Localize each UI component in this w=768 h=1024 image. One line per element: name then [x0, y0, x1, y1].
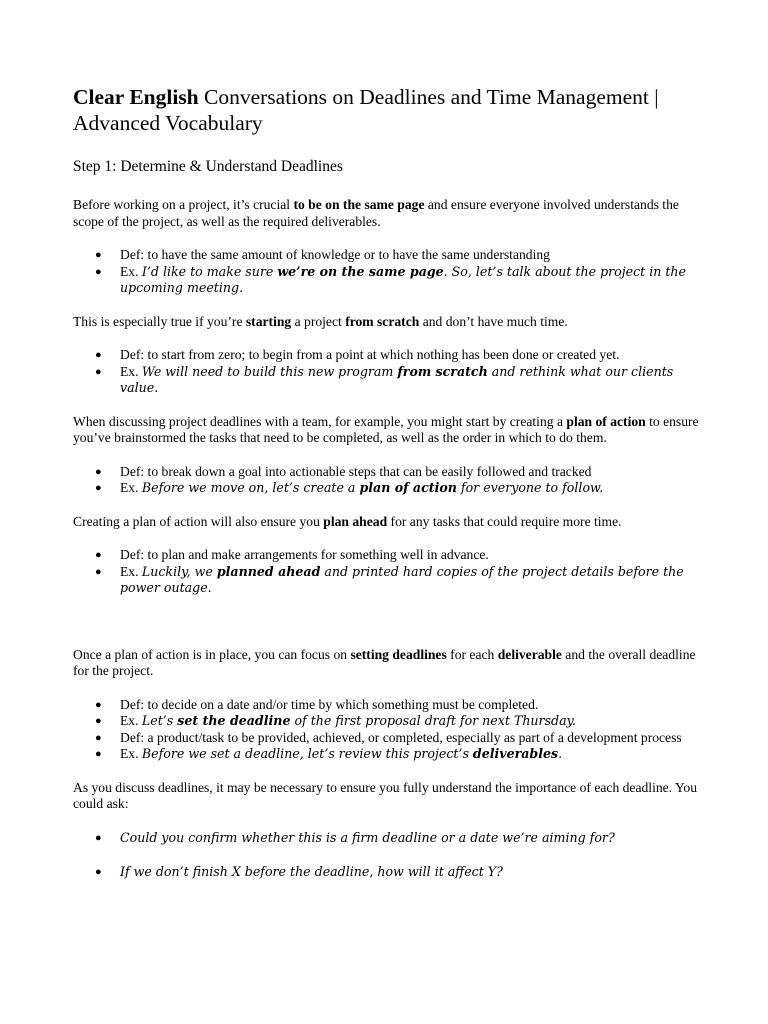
step-1-heading: Step 1: Determine & Understand Deadlines	[73, 158, 343, 175]
text: a project	[291, 313, 346, 329]
term-deliverable: deliverable	[497, 646, 562, 662]
example-text	[142, 480, 603, 495]
list-questions	[73, 830, 713, 881]
bullet-icon: ●	[95, 349, 102, 361]
document-page	[73, 84, 713, 881]
text: to ensure you’ve brainstormed the tasks that need to be completed, as well as the order in which to do them.	[73, 413, 699, 445]
text: .	[558, 746, 563, 761]
bullet-icon: ●	[95, 549, 102, 561]
example-text	[120, 264, 686, 296]
bullet-icon: ●	[95, 731, 102, 744]
bullet-icon: ●	[95, 249, 102, 261]
text: and rethink what our clients value.	[120, 363, 674, 395]
list-item-def	[73, 247, 713, 264]
text: for any tasks that could require more time.	[387, 513, 622, 529]
list-item-def	[73, 697, 713, 714]
list-item-def	[73, 347, 713, 364]
question-text: Could you confirm whether this is a firm deadline or a date we’re aiming for?	[120, 829, 615, 845]
list-item-example	[73, 713, 713, 730]
text: . So, let’s talk about the project in the upcoming meeting.	[120, 263, 686, 295]
bullet-icon: ●	[95, 482, 102, 494]
list-plan-ahead	[73, 547, 713, 597]
bullet-icon: ●	[95, 365, 102, 378]
paragraph-setting-deadlines	[73, 647, 713, 680]
list-item-example	[73, 480, 713, 497]
list-item-example	[73, 746, 713, 763]
text: for each	[446, 646, 498, 662]
text: Creating a plan of action will also ensure you	[73, 513, 324, 529]
term-from-scratch: from scratch	[345, 313, 420, 329]
list-item-example	[73, 264, 713, 297]
list-item-def	[73, 730, 713, 747]
definition-text: Def: to start from zero; to begin from a point at which nothing has been done or created yet.	[120, 347, 620, 362]
example-prefix: Ex.	[120, 746, 142, 761]
bullet-icon: ●	[95, 748, 102, 760]
bullet-icon: ●	[95, 715, 102, 727]
text: and printed hard copies of the project details before the power outage.	[120, 563, 684, 595]
text: and don’t have much time.	[419, 313, 568, 329]
paragraph-you-could-ask: As you discuss deadlines, it may be necessary to ensure you fully understand the importance of each deadline. You could ask:	[73, 779, 698, 811]
definition-text: Def: a product/task to be provided, achieved, or completed, especially as part of a development process	[120, 729, 682, 745]
definition-text: Def: to have the same amount of knowledge or to have the same understanding	[120, 247, 550, 262]
text: Once a plan of action is in place, you can focus on	[73, 646, 351, 662]
term: plan of action	[359, 480, 457, 495]
bullet-icon: ●	[95, 465, 102, 478]
text: Luckily, we	[141, 563, 217, 579]
definition-text: Def: to plan and make arrangements for something well in advance.	[120, 547, 489, 562]
example-text	[142, 713, 576, 728]
term-same-page: to be on the same page	[293, 197, 425, 212]
text: This is especially true if you’re	[73, 313, 246, 329]
paragraph-plan-ahead	[73, 514, 713, 531]
list-item-question	[73, 864, 713, 881]
list-item-example	[73, 364, 713, 397]
example-prefix: Ex.	[120, 563, 142, 579]
example-text	[142, 746, 562, 761]
document-title	[73, 84, 713, 136]
text: of the first proposal draft for next Thursday.	[290, 713, 577, 728]
term-setting-deadlines: setting deadlines	[350, 646, 447, 662]
text: for everyone to follow.	[456, 480, 604, 495]
term: we’re on the same page	[277, 263, 444, 279]
list-setting-deadlines	[73, 697, 713, 763]
paragraph-from-scratch	[73, 314, 713, 331]
term: from scratch	[397, 363, 488, 379]
text: and ensure everyone involved understands the scope of the project, as well as the required deliverables.	[73, 197, 679, 229]
text: I’d like to make sure	[141, 263, 278, 279]
list-plan-of-action	[73, 464, 713, 497]
list-same-page	[73, 247, 713, 297]
list-from-scratch	[73, 347, 713, 397]
list-item-def	[73, 547, 713, 564]
paragraph-plan-of-action	[73, 414, 713, 447]
definition-text: Def: to decide on a date and/or time by which something must be completed.	[120, 696, 539, 712]
text: When discussing project deadlines with a team, for example, you might start by creating a	[73, 413, 567, 429]
bullet-icon: ●	[95, 831, 102, 844]
list-item-question	[73, 830, 713, 847]
bullet-icon: ●	[95, 698, 102, 711]
term: deliverables	[472, 746, 559, 761]
bullet-icon: ●	[95, 866, 102, 878]
bullet-icon: ●	[95, 265, 102, 278]
question-text: If we don’t finish X before the deadline, how will it affect Y?	[120, 864, 503, 879]
paragraph-same-page	[73, 197, 713, 230]
title-rest: Conversations on Deadlines and Time Management | Advanced Vocabulary	[73, 85, 659, 135]
definition-text: Def: to break down a goal into actionable steps that can be easily followed and tracked	[120, 463, 592, 479]
text: Let’s	[141, 713, 178, 728]
text: Before working on a project, it’s crucial	[73, 197, 294, 212]
example-prefix: Ex.	[120, 480, 142, 495]
text: We will need to build this new program	[141, 363, 398, 379]
title-brand: Clear English	[73, 85, 199, 109]
term-starting: starting	[245, 313, 292, 329]
term-plan-of-action: plan of action	[566, 413, 646, 429]
list-item-def	[73, 464, 713, 481]
term: planned ahead	[216, 563, 321, 579]
term: set the deadline	[177, 713, 291, 728]
text: and the overall deadline for the project.	[73, 646, 696, 678]
example-text	[120, 564, 684, 596]
example-prefix: Ex.	[120, 263, 142, 279]
example-prefix: Ex.	[120, 363, 142, 379]
example-prefix: Ex.	[120, 713, 142, 728]
list-item-example	[73, 564, 713, 597]
text: Before we set a deadline, let’s review this project’s	[141, 746, 473, 761]
text: Before we move on, let’s create a	[141, 480, 360, 495]
example-text	[120, 364, 673, 396]
bullet-icon: ●	[95, 565, 102, 578]
term-plan-ahead: plan ahead	[323, 513, 388, 529]
